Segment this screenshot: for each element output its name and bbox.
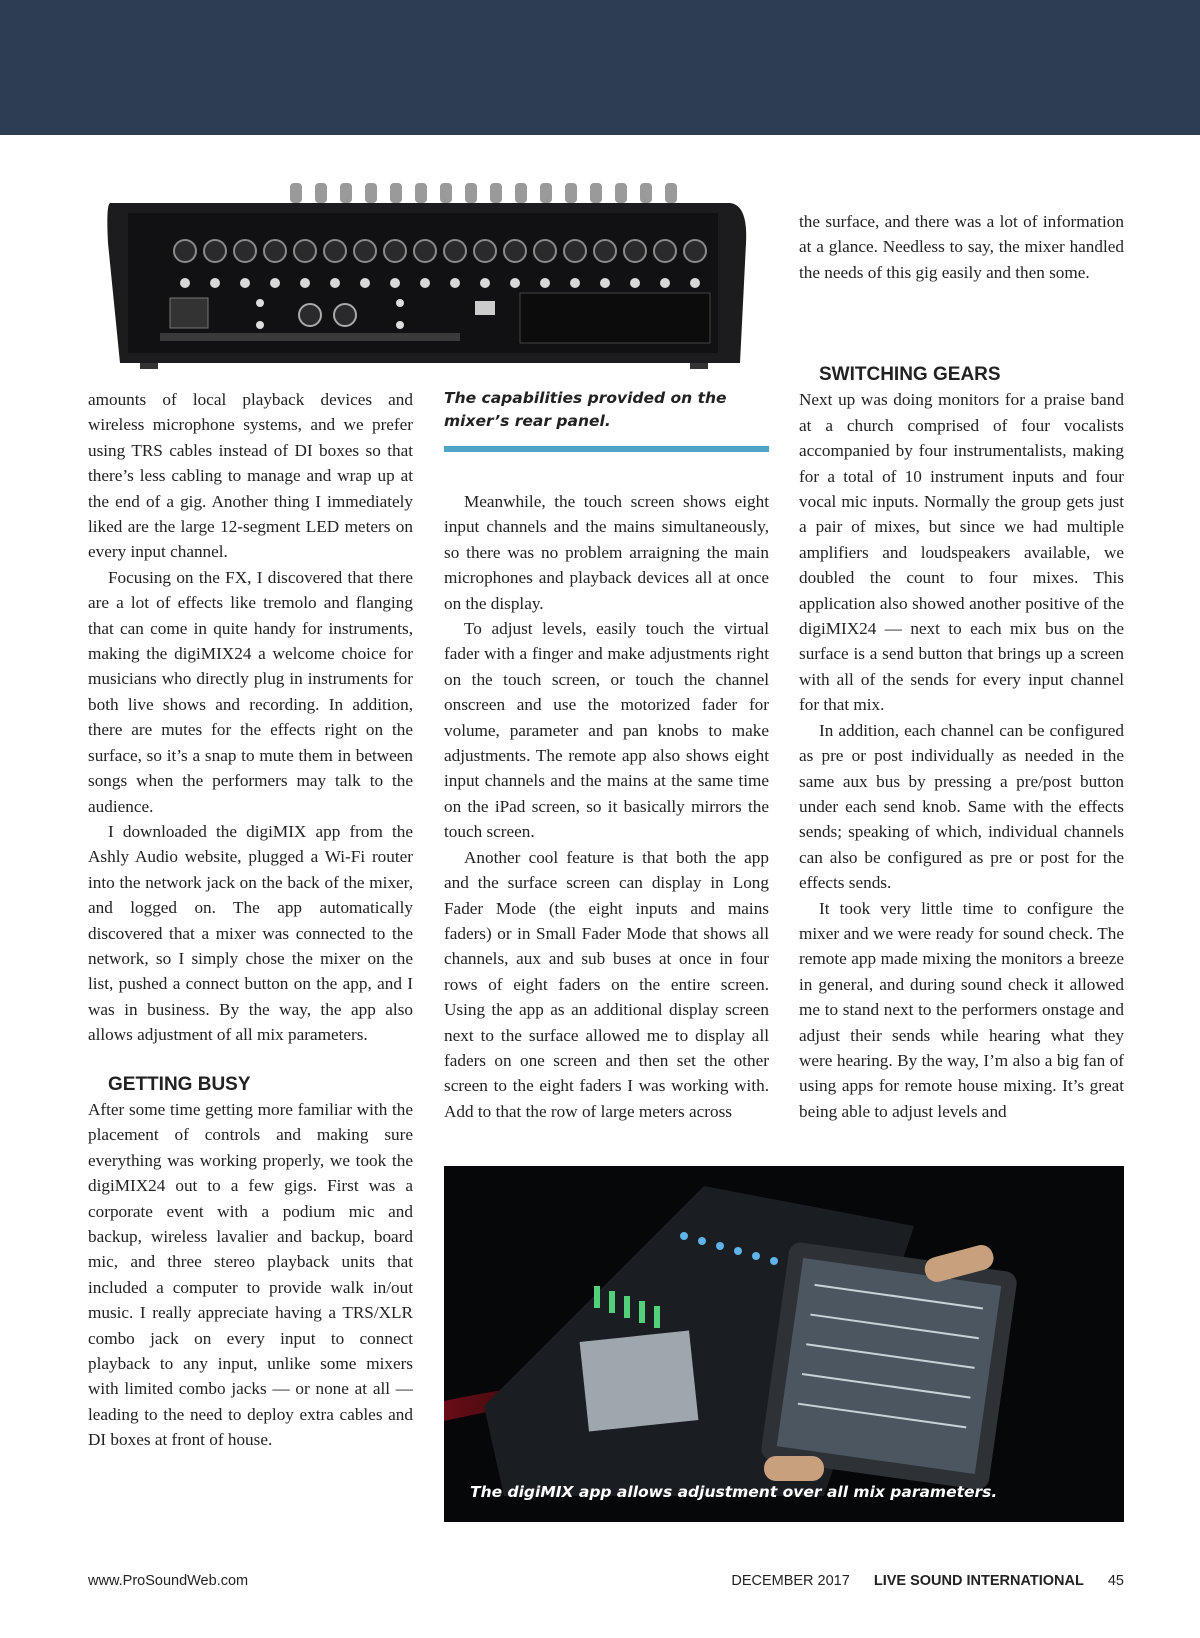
footer-date: DECEMBER 2017	[731, 1573, 850, 1589]
paragraph: After some time getting more familiar with the placement of controls and making sure everything was working properly, we took the digiMIX24 out to a few gigs. First was a corporate event with a podium mic and backup, wireless lavalier and backup, board mic, and three stereo playback units that included a computer to provide walk in/out music. I really appreciate having a TRS/XLR combo jack on every input to connect playback to any input, unlike some mixers with limited combo jacks — or none at all — leading to the need to deploy extra cables and DI boxes at front of house.	[88, 1099, 413, 1450]
paragraph: the surface, and there was a lot of information at a glance. Needless to say, the mixer handled the needs of this gig easily and then some.	[799, 212, 1124, 282]
paragraph: Next up was doing monitors for a praise band at a church comprised of four vocalists accompanied by four instrumentalists, making for a total of 10 instrument inputs and four vocal mic inputs. Normally the group gets just a pair of mixes, but since we had multiple amplifiers and loudspeakers available, we doubled the count to four mixes. This application also showed another positive of the digiMIX24 — next to each mix bus on the surface is a send button that brings up a screen with all of the sends for every input channel for that mix.	[799, 390, 1124, 715]
article-column-3	[799, 362, 1124, 1124]
section-heading-switching-gears: SWITCHING GEARS	[819, 364, 1001, 385]
paragraph: It took very little time to configure the mixer and we were ready for sound check. The remote app made mixing the monitors a breeze in general, and during sound check it allowed me to stand next to the performers onstage and adjust their sends while hearing what they were hearing. By the way, I’m also a big fan of using apps for remote house mixing. It’s great being able to adjust levels and	[799, 898, 1124, 1121]
paragraph: In addition, each channel can be configured as pre or post individually as needed in the same aux bus by pressing a pre/post button under each send knob. Same with the effects sends; speaking of which, individual channels can also be configured as pre or post for the effects sends.	[799, 720, 1124, 893]
page-number: 45	[1107, 1573, 1124, 1589]
article-column-3-top	[799, 209, 1124, 285]
paragraph: Meanwhile, the touch screen shows eight input channels and the mains simultaneously, so there was no problem arraigning the main microphones and playback devices all at once on the display.	[444, 492, 769, 613]
header-band	[0, 0, 1200, 135]
mixer-rear-panel-photo	[100, 183, 748, 369]
paragraph: I downloaded the digiMIX app from the Ashly Audio website, plugged a Wi-Fi router into the network jack on the back of the mixer, and logged on. The app automatically discovered that a mixer was connected to the network, so I simply chose the mixer on the list, pushed a connect button on the app, and I was in business. By the way, the app also allows adjustment of all mix parameters.	[88, 821, 413, 1045]
paragraph: To adjust levels, easily touch the virtual fader with a finger and make adjustments right on the touch screen, or touch the channel onscreen and use the motorized fader for volume, parameter and pan knobs to make adjustments. The remote app also shows eight input channels and the mains at the same time on the iPad screen, so it basically mirrors the touch screen.	[444, 619, 769, 842]
rear-panel-caption: The capabilities provided on the mixer’s rear panel.	[444, 389, 727, 430]
digimix-app-photo	[444, 1166, 1124, 1522]
footer-url: www.ProSoundWeb.com	[88, 1573, 249, 1589]
paragraph: Another cool feature is that both the app and the surface screen can display in Long Fader Mode (the eight inputs and mains faders) or in Small Fader Mode that shows all channels, aux and sub buses at once in four rows of eight faders on the entire screen. Using the app as an additional display screen next to the surface allowed me to display all faders on one screen and then set the other screen to the eight faders I was working with. Add to that the row of large meters across	[444, 847, 769, 1121]
app-photo-caption: The digiMIX app allows adjustment over all mix parameters.	[470, 1483, 998, 1501]
article-column-2	[444, 489, 769, 1124]
caption-divider	[444, 446, 769, 452]
paragraph: amounts of local playback devices and wireless microphone systems, and we prefer using TRS cables instead of DI boxes so that there’s less cabling to manage and wrap up at the end of a gig. Another thing I immediately liked are the large 12-segment LED meters on every input channel.	[88, 390, 413, 562]
paragraph: Focusing on the FX, I discovered that there are a lot of effects like tremolo and flanging that can come in quite handy for instruments, making the digiMIX24 a welcome choice for musicians who directly plug in instruments for both live shows and recording. In addition, there are mutes for the effects right on the surface, so it’s a snap to mute them in between songs when the performers may talk to the audience.	[88, 567, 413, 816]
footer-magazine: LIVE SOUND INTERNATIONAL	[873, 1573, 1084, 1589]
section-heading-getting-busy: GETTING BUSY	[108, 1073, 251, 1095]
footer-issue-info	[731, 1573, 1124, 1589]
article-column-1	[88, 387, 413, 1453]
